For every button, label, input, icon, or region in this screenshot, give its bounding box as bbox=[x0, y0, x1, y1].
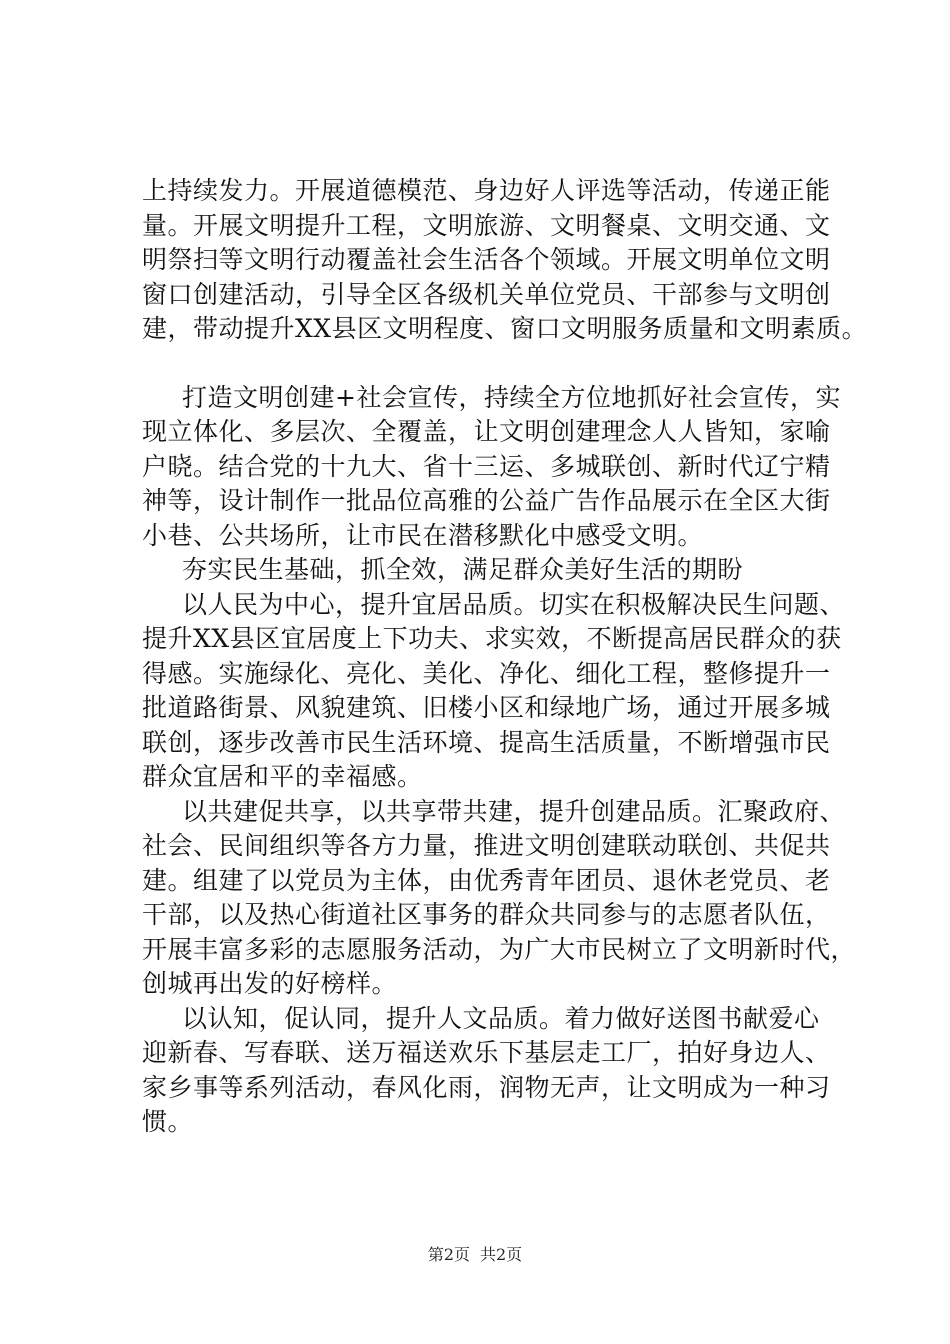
text-line: 建。组建了以党员为主体，由优秀青年团员、退休老党员、老 bbox=[142, 865, 831, 895]
text-line: 以人民为中心，提升宜居品质。切实在积极解决民生问题、 bbox=[182, 589, 846, 619]
text-line: 干部，以及热心街道社区事务的群众共同参与的志愿者队伍， bbox=[142, 900, 831, 929]
paragraph-spacer bbox=[142, 347, 854, 381]
text-line: 群众宜居和平的幸福感。 bbox=[142, 762, 423, 791]
document-body bbox=[142, 174, 868, 1140]
text-line: 明祭扫等文明行动覆盖社会生活各个领域。开展文明单位文明 bbox=[142, 245, 831, 274]
paragraph-5 bbox=[142, 1002, 854, 1140]
text-line: 提升XX县区宜居度上下功夫、求实效，不断提高居民群众的获 bbox=[142, 624, 842, 653]
text-line: 夯实民生基础，抓全效，满足群众美好生活的期盼 bbox=[182, 555, 744, 584]
paragraph-4 bbox=[142, 795, 857, 1002]
page-number: 第2页 bbox=[427, 1245, 470, 1264]
text-line: 社会、民间组织等各方力量，推进文明创建联动联创、共促共 bbox=[142, 831, 831, 860]
text-line: 以认知，促认同，提升人文品质。着力做好送图书献爱心 bbox=[182, 1003, 820, 1033]
text-line: 联创，逐步改善市民生活环境、提高生活质量，不断增强市民 bbox=[142, 727, 831, 757]
paragraph-2 bbox=[142, 381, 854, 554]
text-line: 开展丰富多彩的志愿服务活动，为广大市民树立了文明新时代， bbox=[142, 934, 857, 964]
paragraph-1 bbox=[142, 174, 868, 347]
text-line: 得感。实施绿化、亮化、美化、净化、细化工程，整修提升一 bbox=[142, 658, 831, 688]
text-line: 迎新春、写春联、送万福送欢乐下基层走工厂，拍好身边人、 bbox=[142, 1038, 831, 1067]
text-line: 创城再出发的好榜样。 bbox=[142, 969, 398, 998]
text-line: 量。开展文明提升工程，文明旅游、文明餐桌、文明交通、文 bbox=[142, 210, 831, 240]
text-line: 上持续发力。开展道德模范、身边好人评选等活动，传递正能 bbox=[142, 176, 831, 205]
text-line: 惯。 bbox=[142, 1107, 194, 1136]
text-line: 户晓。结合党的十九大、省十三运、多城联创、新时代辽宁精 bbox=[142, 451, 831, 481]
page-footer bbox=[0, 1244, 950, 1266]
text-line: 窗口创建活动，引导全区各级机关单位党员、干部参与文明创 bbox=[142, 279, 831, 309]
section-heading bbox=[142, 553, 854, 588]
text-line: 打造文明创建+社会宣传，持续全方位地抓好社会宣传，实 bbox=[182, 382, 841, 412]
text-line: 以共建促共享，以共享带共建，提升创建品质。汇聚政府、 bbox=[182, 796, 846, 826]
text-line: 批道路街景、风貌建筑、旧楼小区和绿地广场，通过开展多城 bbox=[142, 693, 831, 722]
paragraph-3 bbox=[142, 588, 854, 795]
page-total: 共2页 bbox=[480, 1245, 523, 1264]
text-line: 建，带动提升XX县区文明程度、窗口文明服务质量和文明素质。 bbox=[142, 314, 868, 343]
text-line: 小巷、公共场所，让市民在潜移默化中感受文明。 bbox=[142, 520, 704, 550]
text-line: 家乡事等系列活动，春风化雨，润物无声，让文明成为一种习 bbox=[142, 1072, 831, 1102]
text-line: 现立体化、多层次、全覆盖，让文明创建理念人人皆知，家喻 bbox=[142, 417, 831, 446]
text-line: 神等，设计制作一批品位高雅的公益广告作品展示在全区大街 bbox=[142, 486, 831, 515]
